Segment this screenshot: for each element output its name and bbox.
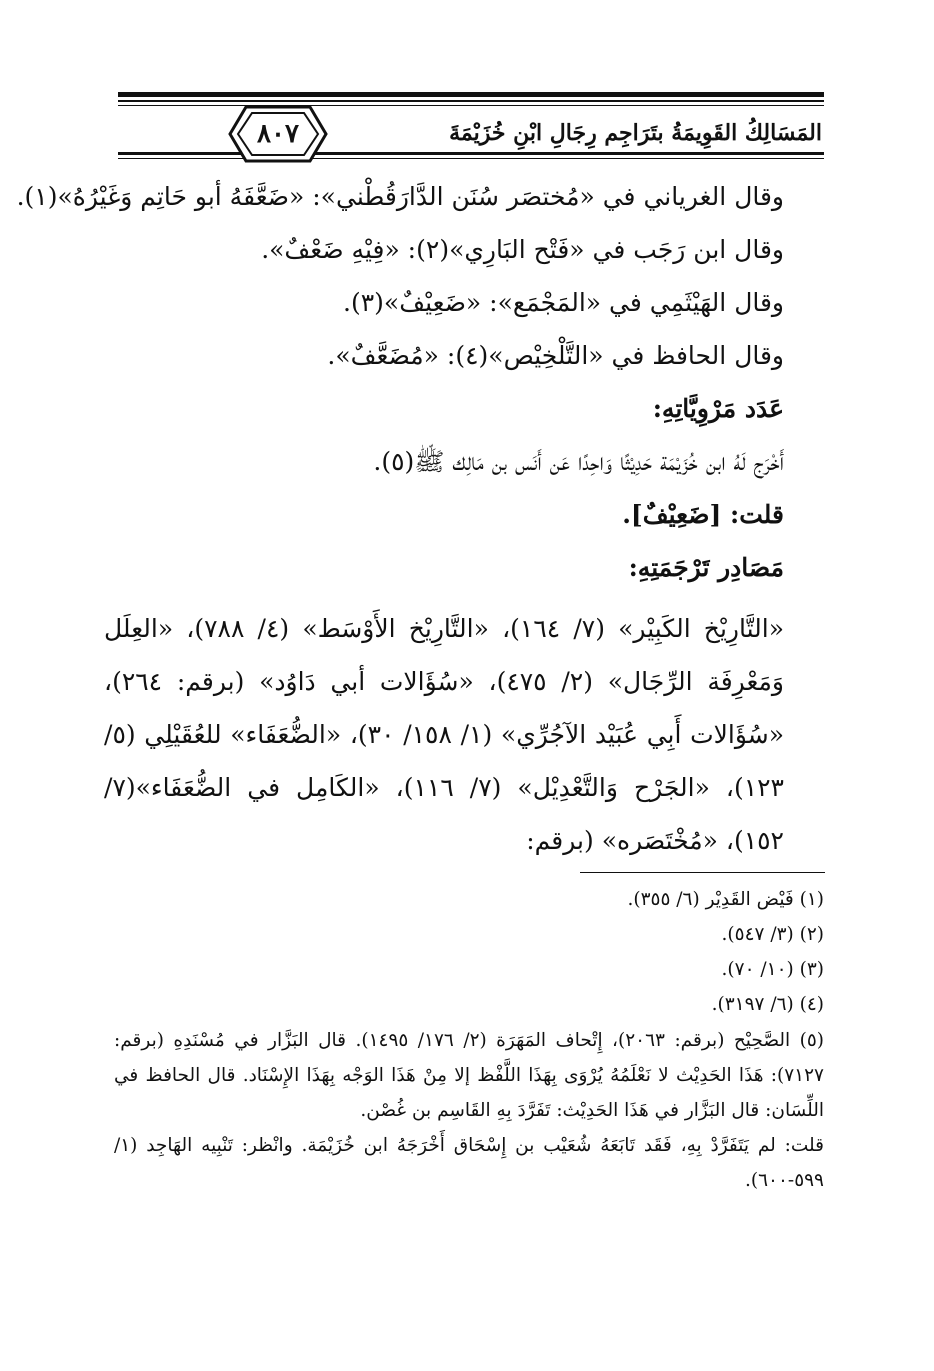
text-line-haythami: وقال الهَيْثَمِي في «المَجْمَع»: «ضَعِيْفٌ»(٣).	[343, 288, 784, 317]
page-number: ٨٠٧	[257, 119, 299, 149]
text-line-narration: أَخْرَج لَهُ ابن خُزَيْمَة حَدِيْثًا وَاحِدًا عَن أَنَس بن مَالِك ﷺ(٥).	[373, 447, 784, 476]
footnote-3: (٣) (١٠/ ٧٠).	[721, 959, 824, 981]
header-rule-lower-thin	[118, 158, 824, 159]
footnote-1: (١) فَيْض القَدِيْر (٦/ ٣٥٥).	[627, 889, 824, 910]
footnote-5-remark: قلت: لم يَتَفَرَّدْ بِهِ، فَقَد تَابَعَهُ شُعَيْب بن إِسْحَاق أَخْرَجَهُ ابن خُزَيْمَة. وانْظر: تَنْبِيه الهَاجِد (١/ ٥٩٩-٦٠٠).	[114, 1134, 824, 1192]
running-title: المَسَالِكُ القَوِيمَةُ بتَرَاجِم رِجَالِ ابْنِ خُزَيْمَةَ	[449, 120, 822, 146]
text-line-ibn-rajab: وقال ابن رَجَب في «فَتْح البَارِي»(٢): «فِيْهِ ضَعْفٌ».	[261, 235, 784, 264]
header-rule-thin	[118, 105, 824, 106]
text-line-gharyani: وقال الغرياني في «مُختصَر سُنَن الدَّارَقُطْني»: «ضَعَّفَهُ أبو حَاتِم وَغَيْرُهُ»(١).	[16, 182, 784, 211]
heading-narrations-count: عَدَد مَرْوِيَّاتِهِ:	[652, 394, 784, 423]
footnote-4: (٤) (٦/ ٣١٩٧).	[711, 994, 824, 1016]
header-rule	[118, 100, 824, 102]
text-line-verdict: قلت: [ضَعِيْفٌ].	[622, 500, 784, 529]
heading-biography-sources: مَصَادِر تَرْجَمَتِهِ:	[628, 553, 784, 582]
main-text	[16, 178, 785, 867]
header-rule-lower	[118, 152, 824, 155]
page-number-badge	[226, 103, 330, 165]
footnote-5: (٥) الصَّحِيْح (برقم: ٢٠٦٣)، إِتْحاف المَهَرَة (٢/ ١٧٦/ ١٤٩٥). قال البَزَّار في مُسْنَدِهِ (برقم: ٧١٢٧): هَذَا الحَدِيْث لا نَعْلَمُهُ يُرْوَى بِهَذَا اللَّفْظ إلا مِنْ هَذَا الوَجْه بِهَذَا الإِسْنَاد. قال الحافظ في اللِّسَان: قال البَزَّار في هَذَا الحَدِيْث: تَفَرَّدَ بِهِ القَاسِم بن غُصْن.	[114, 1029, 824, 1121]
footnote-separator	[580, 872, 825, 873]
footnote-2: (٢) (٣/ ٥٤٧).	[721, 924, 824, 946]
text-line-hafiz: وقال الحافظ في «التَّلْخِيْص»(٤): «مُضَعَّفٌ».	[327, 341, 784, 370]
sources-paragraph: «التَّارِيْخ الكَبِيْر» (٧/ ١٦٤)، «التَّارِيْخ الأَوْسَط» (٤/ ٧٨٨)، «العِلَل وَمَعْرِفَة الرِّجَال» (٢/ ٤٧٥)، «سُؤَالات أبي دَاوُد» (برقم: ٢٦٤)، «سُؤَالات أَبِي عُبَيْد الآجُرِّي» (١/ ١٥٨/ ٣٠)، «الضُّعَفَاء» للعُقَيْلِي (٥/ ١٢٣)، «الجَرْح وَالتَّعْدِيْل» (٧/ ١١٦)، «الكَامِل في الضُّعَفَاء»(٧/ ١٥٢)، «مُخْتَصَره» (برقم:	[104, 614, 785, 855]
footnotes	[114, 882, 824, 1198]
header-rule-thick	[118, 92, 824, 97]
